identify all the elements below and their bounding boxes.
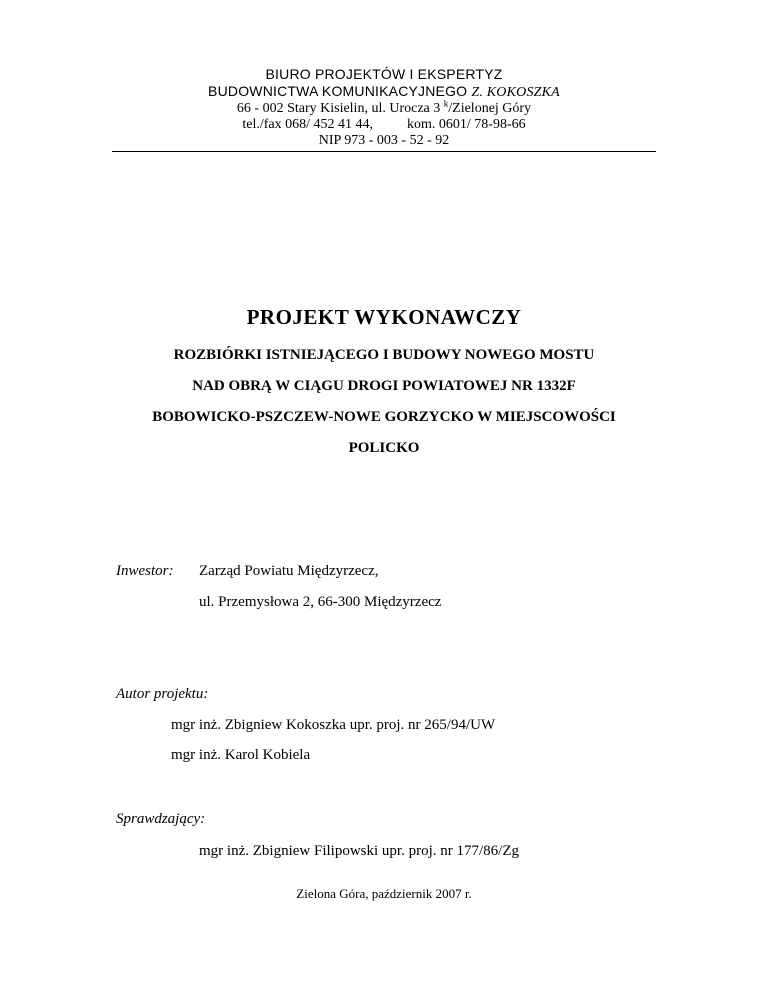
phone-fax: tel./fax 068/ 452 41 44, bbox=[242, 117, 374, 132]
address-main: 66 - 002 Stary Kisielin, ul. Urocza 3 bbox=[236, 101, 444, 116]
author-label: Autor projektu: bbox=[116, 686, 209, 702]
address-city: /Zielonej Góry bbox=[448, 101, 532, 116]
author-person-2: mgr inż. Karol Kobiela bbox=[171, 747, 311, 763]
investor-name: Zarząd Powiatu Międzyrzecz, bbox=[199, 563, 379, 579]
document-title: PROJEKT WYKONAWCZY bbox=[246, 305, 522, 329]
investor-label: Inwestor: bbox=[116, 563, 174, 579]
company-name-line2 bbox=[112, 83, 656, 101]
company-phone bbox=[112, 117, 656, 133]
subtitle-line-2: NAD OBRĄ W CIĄGU DROGI POWIATOWEJ NR 1332F bbox=[192, 378, 576, 394]
company-name-main: BUDOWNICTWA KOMUNIKACYJNEGO bbox=[208, 83, 472, 99]
phone-mobile: kom. 0601/ 78-98-66 bbox=[407, 117, 526, 132]
address-superscript: k bbox=[443, 98, 449, 109]
checker-label: Sprawdzający: bbox=[116, 811, 206, 827]
checker-person-1: mgr inż. Zbigniew Filipowski upr. proj. nr 177/86/Zg bbox=[199, 843, 519, 859]
investor-address: ul. Przemysłowa 2, 66-300 Międzyrzecz bbox=[199, 594, 442, 610]
subtitle-line-4: POLICKO bbox=[348, 440, 420, 456]
author-person-1: mgr inż. Zbigniew Kokoszka upr. proj. nr 265/94/UW bbox=[171, 717, 496, 733]
header-divider bbox=[112, 151, 656, 152]
subtitle-line-1: ROZBIÓRKI ISTNIEJĄCEGO I BUDOWY NOWEGO MOSTU bbox=[173, 347, 595, 363]
company-owner: Z. KOKOSZKA bbox=[471, 85, 560, 100]
place-date: Zielona Góra, październik 2007 r. bbox=[296, 886, 472, 901]
company-name-line1: BIURO PROJEKTÓW I EKSPERTYZ bbox=[265, 66, 503, 82]
company-address bbox=[112, 98, 656, 117]
company-header bbox=[112, 66, 656, 149]
company-nip: NIP 973 - 003 - 52 - 92 bbox=[318, 133, 450, 148]
subtitle-line-3: BOBOWICKO-PSZCZEW-NOWE GORZYCKO W MIEJSCOWOŚCI bbox=[152, 409, 616, 425]
